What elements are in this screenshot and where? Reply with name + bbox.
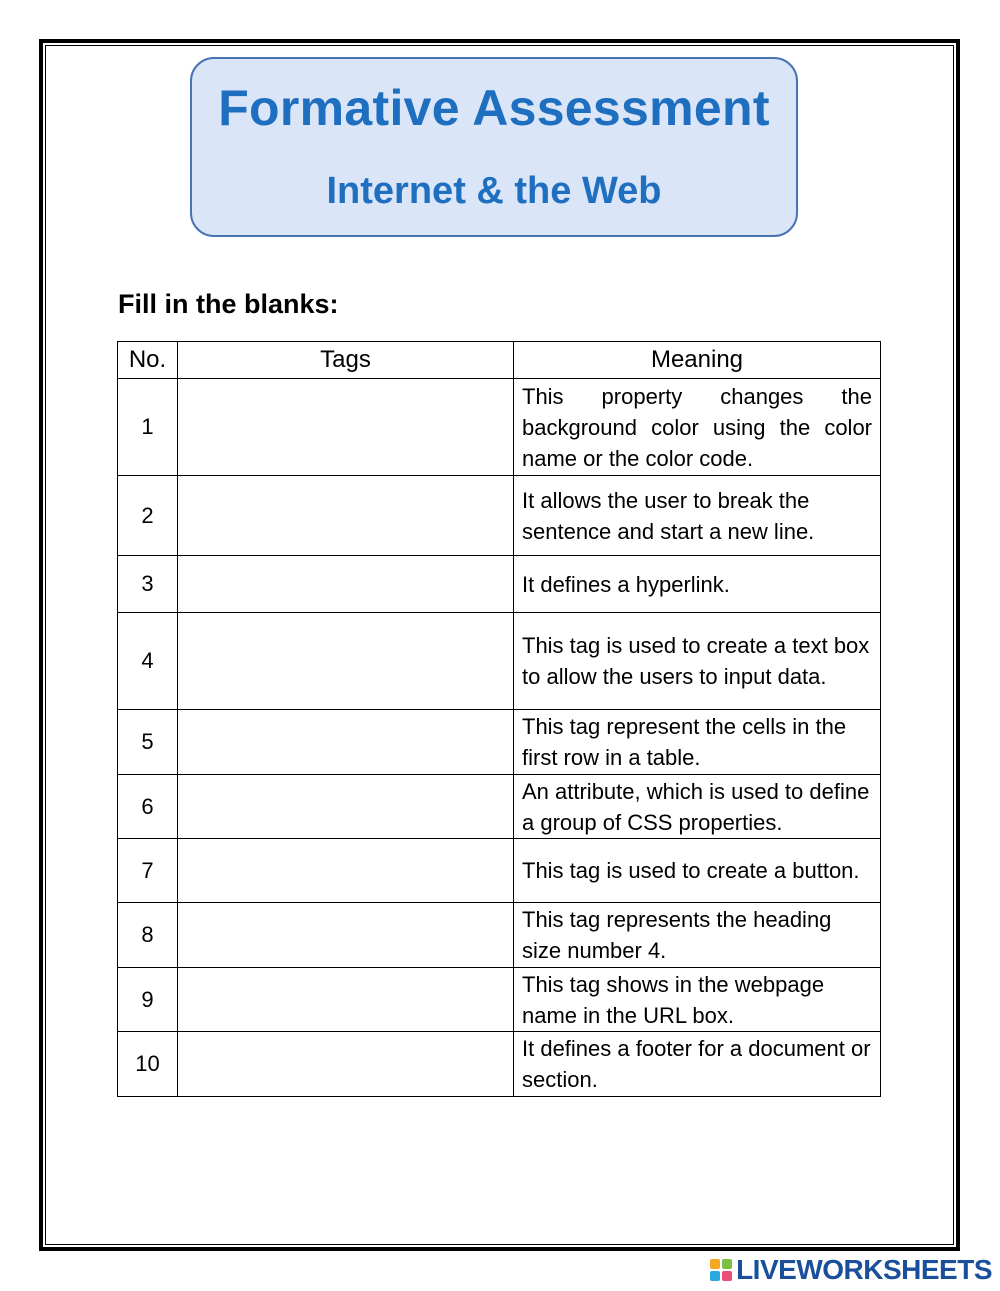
row-number: 10	[118, 1032, 178, 1097]
meaning-cell: This tag shows in the webpage name in the URL box.	[514, 968, 881, 1032]
header-meaning: Meaning	[514, 342, 881, 379]
title-box	[190, 57, 798, 237]
meaning-cell: This property changes the background color using the color name or the color code.	[514, 379, 881, 476]
tag-answer-cell[interactable]	[178, 556, 514, 613]
row-number: 1	[118, 379, 178, 476]
logo-mark-icon	[710, 1259, 732, 1281]
header-no: No.	[118, 342, 178, 379]
row-number: 3	[118, 556, 178, 613]
row-number: 6	[118, 775, 178, 839]
tag-answer-cell[interactable]	[178, 1032, 514, 1097]
table-header-row	[118, 342, 881, 379]
row-number: 5	[118, 710, 178, 775]
worksheet-title: Formative Assessment	[218, 80, 770, 136]
row-number: 8	[118, 903, 178, 968]
table-row	[118, 556, 881, 613]
tag-answer-cell[interactable]	[178, 775, 514, 839]
tag-answer-cell[interactable]	[178, 710, 514, 775]
meaning-cell: An attribute, which is used to define a group of CSS properties.	[514, 775, 881, 839]
worksheet-subtitle: Internet & the Web	[326, 170, 662, 212]
tag-answer-cell[interactable]	[178, 839, 514, 903]
row-number: 4	[118, 613, 178, 710]
instruction-text: Fill in the blanks:	[118, 289, 339, 319]
table-row	[118, 379, 881, 476]
table-row	[118, 968, 881, 1032]
tag-answer-cell[interactable]	[178, 476, 514, 556]
meaning-cell: This tag represents the heading size number 4.	[514, 903, 881, 968]
tag-answer-cell[interactable]	[178, 613, 514, 710]
meaning-cell: This tag is used to create a button.	[514, 839, 881, 903]
table-row	[118, 613, 881, 710]
row-number: 7	[118, 839, 178, 903]
tag-answer-cell[interactable]	[178, 379, 514, 476]
table-row	[118, 476, 881, 556]
table-row	[118, 775, 881, 839]
meaning-cell: This tag represent the cells in the first row in a table.	[514, 710, 881, 775]
row-number: 9	[118, 968, 178, 1032]
header-tags: Tags	[178, 342, 514, 379]
table-row	[118, 903, 881, 968]
meaning-cell: This tag is used to create a text box to allow the users to input data.	[514, 613, 881, 710]
meaning-cell: It defines a footer for a document or section.	[514, 1032, 881, 1097]
logo-text: LIVEWORKSHEETS	[736, 1254, 992, 1285]
table-row	[118, 710, 881, 775]
liveworksheets-logo[interactable]	[710, 1255, 992, 1285]
table-row	[118, 839, 881, 903]
tag-answer-cell[interactable]	[178, 903, 514, 968]
fill-in-table	[117, 341, 881, 1097]
table-row	[118, 1032, 881, 1097]
tag-answer-cell[interactable]	[178, 968, 514, 1032]
row-number: 2	[118, 476, 178, 556]
meaning-cell: It defines a hyperlink.	[514, 556, 881, 613]
meaning-cell: It allows the user to break the sentence and start a new line.	[514, 476, 881, 556]
